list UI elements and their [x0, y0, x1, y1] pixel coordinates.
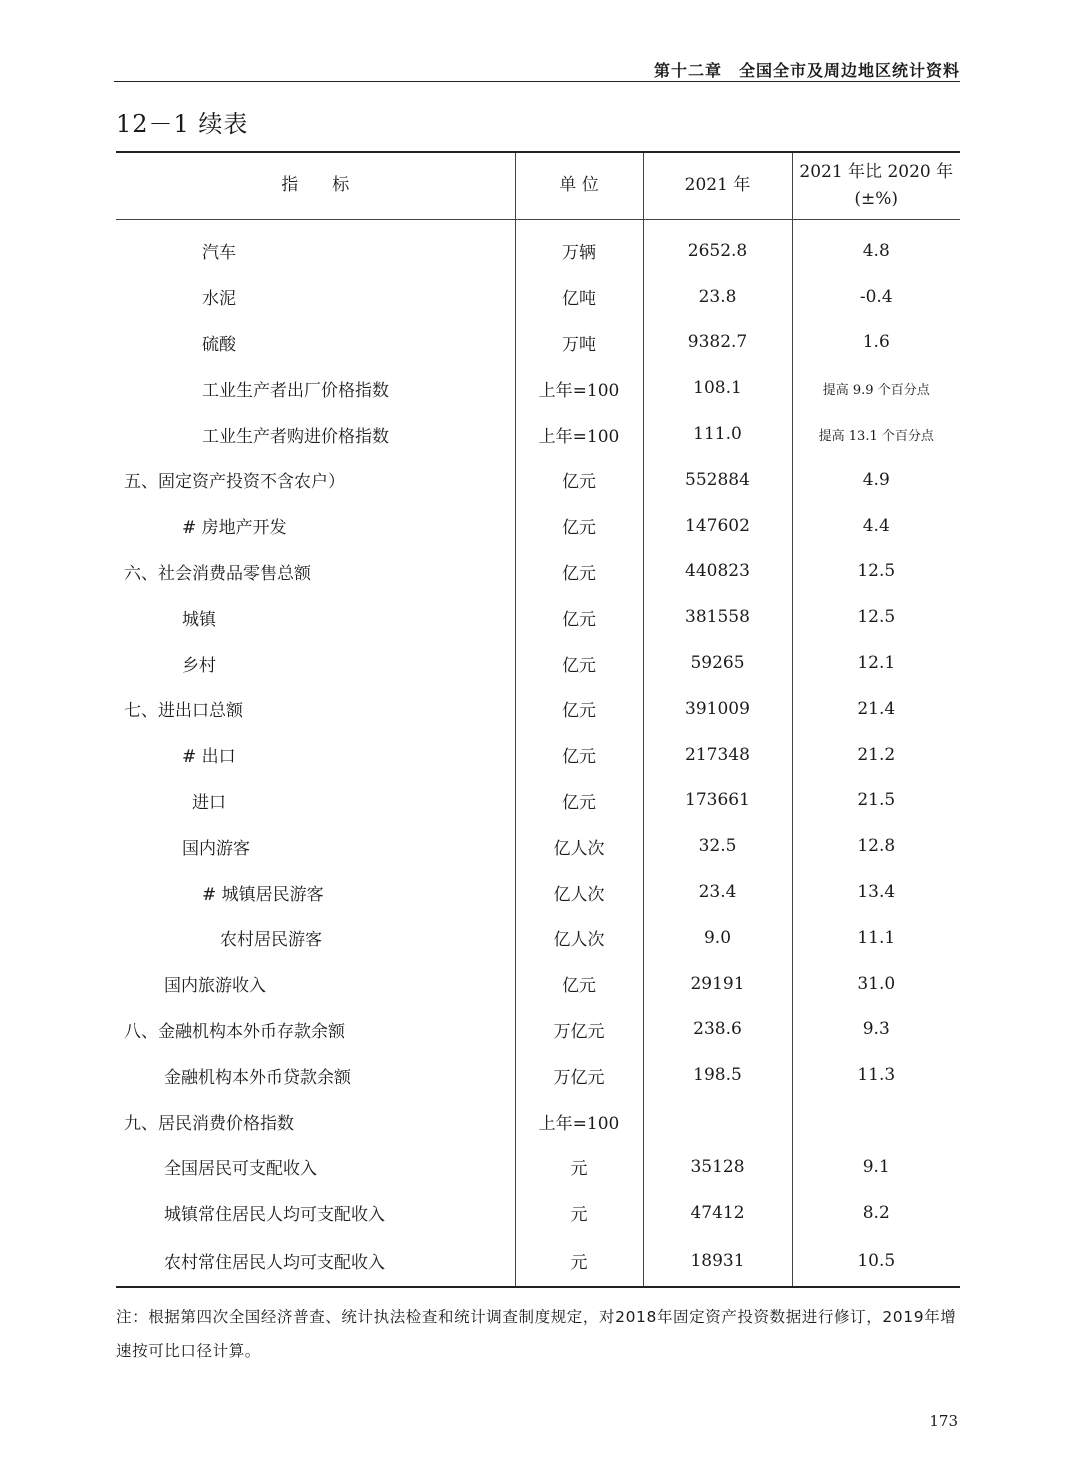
indicator-cell: 乡村	[182, 655, 216, 676]
column-header-change-line1: 2021 年比 2020 年	[799, 161, 954, 182]
change-cell: 4.9	[792, 457, 960, 503]
indicator-cell: 水泥	[202, 289, 236, 310]
table-row	[116, 1007, 960, 1053]
change-cell: 提高 13.1 个百分点	[792, 411, 960, 457]
table-row	[116, 732, 960, 778]
change-cell: 10.5	[792, 1236, 960, 1287]
change-cell: 1.6	[792, 320, 960, 366]
indicator-cell: 七、进出口总额	[124, 701, 243, 722]
value-cell: 18931	[643, 1236, 792, 1287]
indicator-cell: 六、社会消费品零售总额	[124, 563, 311, 584]
column-header-year: 2021 年	[643, 152, 792, 220]
unit-cell: 亿人次	[515, 915, 643, 961]
column-header-change-line2: (±%)	[854, 189, 899, 209]
table-row	[116, 549, 960, 595]
value-cell: 59265	[643, 640, 792, 686]
indicator-cell: 城镇	[182, 609, 216, 630]
column-header-unit: 单 位	[515, 152, 643, 220]
unit-cell: 万辆	[515, 220, 643, 274]
indicator-cell: 五、固定资产投资不含农户）	[124, 472, 345, 493]
table-title: 12－1 续表	[116, 110, 249, 138]
table-row	[116, 594, 960, 640]
value-cell	[643, 1098, 792, 1144]
unit-cell: 亿元	[515, 594, 643, 640]
unit-cell: 元	[515, 1190, 643, 1236]
table-row	[116, 411, 960, 457]
value-cell: 217348	[643, 732, 792, 778]
value-cell: 32.5	[643, 823, 792, 869]
change-cell: 12.8	[792, 823, 960, 869]
table-header-row	[116, 152, 960, 220]
value-cell: 108.1	[643, 365, 792, 411]
unit-cell: 上年=100	[515, 1098, 643, 1144]
indicator-cell: 进口	[192, 792, 226, 813]
table-row	[116, 823, 960, 869]
indicator-cell: 全国居民可支配收入	[164, 1159, 317, 1180]
unit-cell: 亿元	[515, 503, 643, 549]
page-number: 173	[929, 1412, 958, 1430]
value-cell: 23.4	[643, 869, 792, 915]
value-cell: 198.5	[643, 1052, 792, 1098]
value-cell: 9.0	[643, 915, 792, 961]
table-row	[116, 961, 960, 1007]
table-row	[116, 1190, 960, 1236]
unit-cell: 亿元	[515, 778, 643, 824]
change-cell: 提高 9.9 个百分点	[792, 365, 960, 411]
table-footnote: 注：根据第四次全国经济普查、统计执法检查和统计调查制度规定，对2018年固定资产投资数据进行修订，2019年增速按可比口径计算。	[116, 1308, 957, 1360]
indicator-cell: 城镇常住居民人均可支配收入	[164, 1205, 385, 1226]
unit-cell: 上年=100	[515, 411, 643, 457]
table-row	[116, 503, 960, 549]
change-cell: 12.5	[792, 549, 960, 595]
value-cell: 2652.8	[643, 220, 792, 274]
unit-cell: 元	[515, 1144, 643, 1190]
value-cell: 23.8	[643, 274, 792, 320]
value-cell: 238.6	[643, 1007, 792, 1053]
unit-cell: 亿元	[515, 549, 643, 595]
change-cell: 31.0	[792, 961, 960, 1007]
value-cell: 440823	[643, 549, 792, 595]
unit-cell: 亿人次	[515, 823, 643, 869]
indicator-cell: 九、居民消费价格指数	[124, 1113, 294, 1134]
table-row	[116, 274, 960, 320]
unit-cell: 亿吨	[515, 274, 643, 320]
column-header-indicator: 指 标	[116, 152, 515, 220]
unit-cell: 万亿元	[515, 1007, 643, 1053]
unit-cell: 亿元	[515, 686, 643, 732]
value-cell: 29191	[643, 961, 792, 1007]
value-cell: 9382.7	[643, 320, 792, 366]
change-cell: 13.4	[792, 869, 960, 915]
table-row	[116, 1144, 960, 1190]
change-cell: 21.2	[792, 732, 960, 778]
unit-cell: 上年=100	[515, 365, 643, 411]
table-row	[116, 1098, 960, 1144]
value-cell: 552884	[643, 457, 792, 503]
indicator-cell: 硫酸	[202, 334, 236, 355]
table-row	[116, 320, 960, 366]
indicator-cell: # 房地产开发	[182, 518, 287, 539]
table-row	[116, 457, 960, 503]
change-cell: 12.5	[792, 594, 960, 640]
column-header-change	[792, 152, 960, 220]
table-row	[116, 686, 960, 732]
change-cell: 11.1	[792, 915, 960, 961]
unit-cell: 亿人次	[515, 869, 643, 915]
header-rule	[114, 81, 960, 82]
value-cell: 173661	[643, 778, 792, 824]
indicator-cell: 国内旅游收入	[164, 976, 266, 997]
change-cell: 21.5	[792, 778, 960, 824]
indicator-cell: 工业生产者购进价格指数	[202, 426, 389, 447]
value-cell: 111.0	[643, 411, 792, 457]
unit-cell: 亿元	[515, 457, 643, 503]
unit-cell: 亿元	[515, 640, 643, 686]
change-cell: 9.3	[792, 1007, 960, 1053]
change-cell: 11.3	[792, 1052, 960, 1098]
indicator-cell: 金融机构本外币贷款余额	[164, 1067, 351, 1088]
chapter-header: 第十二章 全国全市及周边地区统计资料	[653, 61, 960, 80]
table-row	[116, 1236, 960, 1287]
indicator-cell: 工业生产者出厂价格指数	[202, 380, 389, 401]
indicator-cell: 汽车	[202, 243, 236, 264]
indicator-cell: # 城镇居民游客	[202, 884, 324, 905]
indicator-cell: 农村居民游客	[220, 930, 322, 951]
table-row	[116, 1052, 960, 1098]
value-cell: 35128	[643, 1144, 792, 1190]
change-cell: 4.4	[792, 503, 960, 549]
indicator-cell: 国内游客	[182, 838, 250, 859]
statistics-table	[116, 151, 960, 1288]
change-cell: 8.2	[792, 1190, 960, 1236]
value-cell: 47412	[643, 1190, 792, 1236]
value-cell: 391009	[643, 686, 792, 732]
indicator-cell: # 出口	[182, 747, 236, 768]
value-cell: 381558	[643, 594, 792, 640]
table-row	[116, 220, 960, 274]
change-cell: 9.1	[792, 1144, 960, 1190]
unit-cell: 万吨	[515, 320, 643, 366]
indicator-cell: 八、金融机构本外币存款余额	[124, 1021, 345, 1042]
table-row	[116, 869, 960, 915]
indicator-cell: 农村常住居民人均可支配收入	[116, 1236, 515, 1287]
table-row	[116, 640, 960, 686]
change-cell	[792, 1098, 960, 1144]
change-cell: 12.1	[792, 640, 960, 686]
table-row	[116, 365, 960, 411]
unit-cell: 亿元	[515, 961, 643, 1007]
change-cell: -0.4	[792, 274, 960, 320]
table-row	[116, 778, 960, 824]
unit-cell: 亿元	[515, 732, 643, 778]
change-cell: 21.4	[792, 686, 960, 732]
value-cell: 147602	[643, 503, 792, 549]
change-cell: 4.8	[792, 220, 960, 274]
unit-cell: 万亿元	[515, 1052, 643, 1098]
statistics-table-container	[116, 151, 960, 1288]
unit-cell: 元	[515, 1236, 643, 1287]
table-row	[116, 915, 960, 961]
